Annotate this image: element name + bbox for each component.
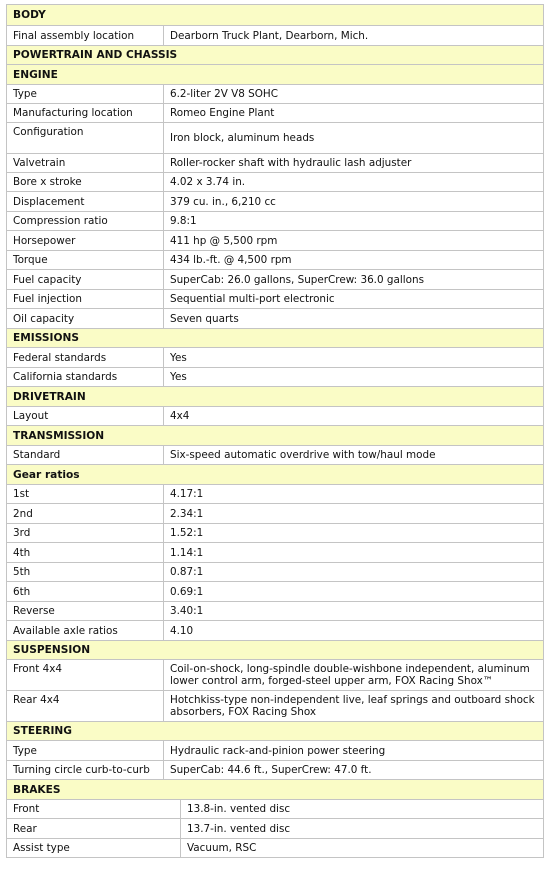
table-row (7, 348, 544, 368)
section-title: STEERING (7, 722, 544, 741)
spec-value: 4.02 x 3.74 in. (164, 173, 544, 192)
spec-value: 4.10 (164, 621, 544, 641)
section-title: BODY (7, 5, 544, 26)
spec-value: 2.34:1 (164, 504, 544, 524)
spec-value: Dearborn Truck Plant, Dearborn, Mich. (164, 26, 544, 46)
table-row (7, 602, 544, 621)
spec-value: Yes (164, 368, 544, 387)
spec-label: Bore x stroke (7, 173, 164, 192)
spec-label: Standard (7, 446, 164, 465)
spec-value: Roller-rocker shaft with hydraulic lash adjuster (164, 154, 544, 173)
table-row (7, 251, 544, 270)
spec-label: Front 4x4 (7, 660, 164, 691)
spec-value: SuperCab: 44.6 ft., SuperCrew: 47.0 ft. (164, 761, 544, 780)
spec-label: 6th (7, 582, 164, 602)
table-row (7, 368, 544, 387)
spec-label: Torque (7, 251, 164, 270)
spec-label: Available axle ratios (7, 621, 164, 641)
spec-label: 3rd (7, 524, 164, 543)
spec-value: Sequential multi-port electronic (164, 290, 544, 309)
table-row (7, 192, 544, 212)
spec-label: Rear 4x4 (7, 691, 164, 722)
section-header-steering (7, 722, 544, 741)
spec-value: 1.14:1 (164, 543, 544, 563)
spec-value: 6.2-liter 2V V8 SOHC (164, 85, 544, 104)
spec-value: Vacuum, RSC (181, 839, 544, 858)
table-row (7, 154, 544, 173)
table-row (7, 270, 544, 290)
section-header-suspension (7, 641, 544, 660)
spec-label: Configuration (7, 123, 164, 154)
table-row (7, 85, 544, 104)
section-title: POWERTRAIN AND CHASSIS (7, 46, 544, 65)
table-row (7, 563, 544, 582)
spec-label: Reverse (7, 602, 164, 621)
spec-label: Manufacturing location (7, 104, 164, 123)
table-row (7, 231, 544, 251)
table-row (7, 621, 544, 641)
table-row (7, 290, 544, 309)
spec-label: Layout (7, 407, 164, 426)
table-row (7, 504, 544, 524)
table-row (7, 543, 544, 563)
spec-label: 1st (7, 485, 164, 504)
spec-label: Final assembly location (7, 26, 164, 46)
spec-label: California standards (7, 368, 164, 387)
table-row (7, 839, 544, 858)
table-row (7, 446, 544, 465)
table-row (7, 800, 544, 819)
spec-label: 4th (7, 543, 164, 563)
section-title: TRANSMISSION (7, 426, 544, 446)
section-header-engine (7, 65, 544, 85)
spec-value: 13.8-in. vented disc (181, 800, 544, 819)
spec-value: Romeo Engine Plant (164, 104, 544, 123)
spec-value: 434 lb.-ft. @ 4,500 rpm (164, 251, 544, 270)
spec-value: 1.52:1 (164, 524, 544, 543)
spec-value: 9.8:1 (164, 212, 544, 231)
spec-value: 4.17:1 (164, 485, 544, 504)
spec-label: Type (7, 741, 164, 761)
table-row (7, 485, 544, 504)
spec-value: Six-speed automatic overdrive with tow/haul mode (164, 446, 544, 465)
spec-value: 4x4 (164, 407, 544, 426)
spec-value: Hotchkiss-type non-independent live, leaf springs and outboard shock absorbers, FOX Racing Shox (164, 691, 544, 722)
section-header-drivetrain (7, 387, 544, 407)
table-row (7, 407, 544, 426)
spec-label: Assist type (7, 839, 181, 858)
spec-value: 379 cu. in., 6,210 cc (164, 192, 544, 212)
table-row (7, 660, 544, 691)
section-header-brakes (7, 780, 544, 800)
table-row (7, 691, 544, 722)
spec-value: SuperCab: 26.0 gallons, SuperCrew: 36.0 gallons (164, 270, 544, 290)
section-header-emissions (7, 329, 544, 348)
spec-value: 411 hp @ 5,500 rpm (164, 231, 544, 251)
section-title: Gear ratios (7, 465, 544, 485)
spec-value: Seven quarts (164, 309, 544, 329)
spec-label: Oil capacity (7, 309, 164, 329)
spec-value: 13.7-in. vented disc (181, 819, 544, 839)
spec-label: Type (7, 85, 164, 104)
table-row (7, 123, 544, 154)
spec-value: Yes (164, 348, 544, 368)
table-row (7, 819, 544, 839)
spec-label: Federal standards (7, 348, 164, 368)
table-row (7, 173, 544, 192)
spec-label: Turning circle curb-to-curb (7, 761, 164, 780)
spec-table (6, 4, 544, 858)
section-title: DRIVETRAIN (7, 387, 544, 407)
spec-value: 0.69:1 (164, 582, 544, 602)
table-row (7, 309, 544, 329)
spec-value: 0.87:1 (164, 563, 544, 582)
spec-value: Iron block, aluminum heads (164, 123, 544, 154)
spec-label: 5th (7, 563, 164, 582)
spec-label: Compression ratio (7, 212, 164, 231)
section-title: SUSPENSION (7, 641, 544, 660)
spec-value: Coil-on-shock, long-spindle double-wishbone independent, aluminum lower control arm, forged-steel upper arm, FOX Racing Shox™ (164, 660, 544, 691)
section-title: ENGINE (7, 65, 544, 85)
spec-label: Valvetrain (7, 154, 164, 173)
table-row (7, 104, 544, 123)
table-row (7, 761, 544, 780)
section-title: EMISSIONS (7, 329, 544, 348)
spec-value: 3.40:1 (164, 602, 544, 621)
spec-label: Rear (7, 819, 181, 839)
spec-label: Fuel capacity (7, 270, 164, 290)
table-row (7, 524, 544, 543)
spec-label: Horsepower (7, 231, 164, 251)
section-title: BRAKES (7, 780, 544, 800)
spec-label: 2nd (7, 504, 164, 524)
table-row (7, 582, 544, 602)
section-header-powertrain (7, 46, 544, 65)
table-row (7, 741, 544, 761)
section-header-body (7, 5, 544, 26)
table-row (7, 212, 544, 231)
table-row (7, 26, 544, 46)
spec-label: Fuel injection (7, 290, 164, 309)
spec-label: Displacement (7, 192, 164, 212)
spec-value: Hydraulic rack-and-pinion power steering (164, 741, 544, 761)
section-header-transmission (7, 426, 544, 446)
section-header-gear-ratios (7, 465, 544, 485)
spec-label: Front (7, 800, 181, 819)
